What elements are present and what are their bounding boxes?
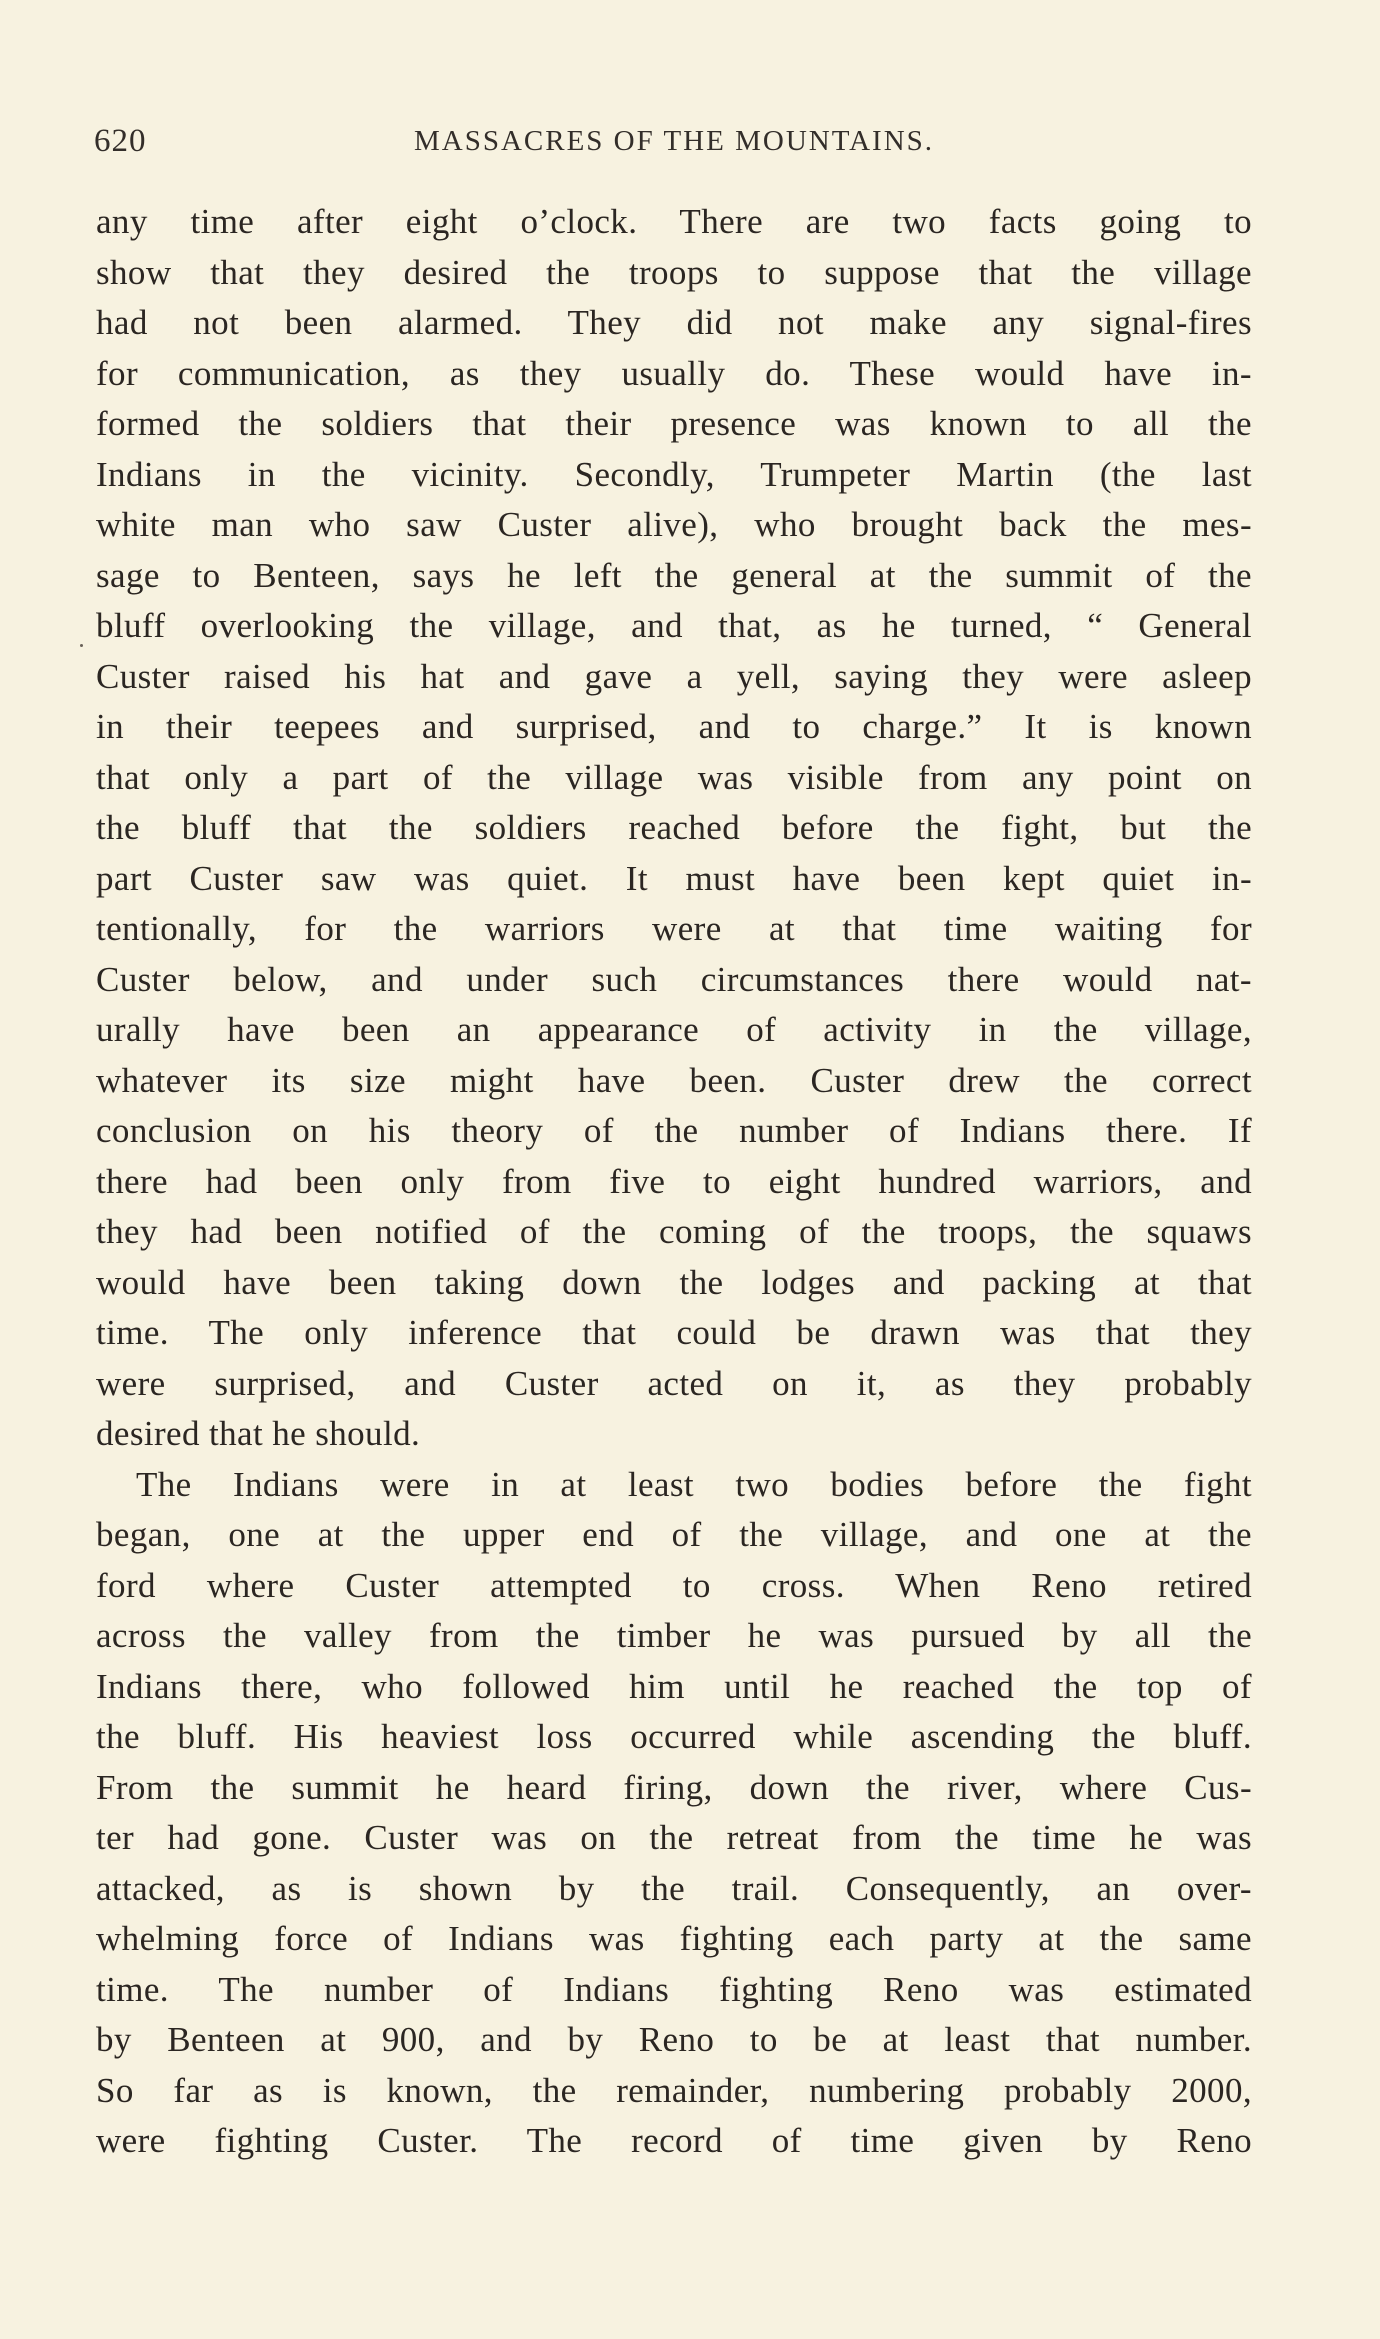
body-text	[96, 197, 1252, 2167]
text-line: there had been only from five to eight hundred warriors, and	[96, 1161, 1252, 1201]
text-line: urally have been an appearance of activity in the village,	[96, 1010, 1252, 1049]
text-line: ter had gone. Custer was on the retreat from the time he was	[96, 1818, 1252, 1857]
text-line: in their teepees and surprised, and to charge.” It is known	[96, 707, 1252, 746]
text-line: bluff overlooking the village, and that, as he turned, “ General	[96, 606, 1252, 645]
text-line: were fighting Custer. The record of time given by Reno	[96, 2121, 1252, 2160]
text-line: whelming force of Indians was fighting each party at the same	[96, 1919, 1252, 1958]
text-line: attacked, as is shown by the trail. Consequently, an over-	[96, 1868, 1252, 1908]
text-line: Custer below, and under such circumstances there would nat-	[96, 959, 1252, 999]
text-line: any time after eight o’clock. There are two facts going to	[96, 202, 1252, 241]
text-line: Indians there, who followed him until he reached the top of	[96, 1666, 1252, 1706]
text-line: So far as is known, the remainder, numbering probably 2000,	[96, 2070, 1252, 2110]
text-line: part Custer saw was quiet. It must have been kept quiet in-	[96, 858, 1252, 898]
text-line: that only a part of the village was visible from any point on	[96, 757, 1252, 797]
text-line: time. The only inference that could be drawn was that they	[96, 1313, 1252, 1352]
text-line: for communication, as they usually do. These would have in-	[96, 353, 1252, 393]
page-header	[94, 123, 1254, 167]
text-line: had not been alarmed. They did not make any signal-fires	[96, 303, 1252, 342]
text-line: the bluff. His heaviest loss occurred while ascending the bluff.	[96, 1717, 1252, 1756]
text-line: whatever its size might have been. Custer drew the correct	[96, 1060, 1252, 1100]
text-line: across the valley from the timber he was pursued by all the	[96, 1616, 1252, 1655]
text-line: ford where Custer attempted to cross. When Reno retired	[96, 1565, 1252, 1605]
page-number: 620	[94, 123, 147, 159]
text-line: would have been taking down the lodges and packing at that	[96, 1262, 1252, 1302]
text-line: Indians in the vicinity. Secondly, Trumpeter Martin (the last	[96, 454, 1252, 494]
text-line: the bluff that the soldiers reached before the fight, but the	[96, 808, 1252, 847]
text-line: show that they desired the troops to suppose that the village	[96, 252, 1252, 292]
text-line: Custer raised his hat and gave a yell, saying they were asleep	[96, 656, 1252, 696]
running-title: MASSACRES OF THE MOUNTAINS.	[413, 125, 935, 157]
text-line: were surprised, and Custer acted on it, as they probably	[96, 1363, 1252, 1403]
text-line: formed the soldiers that their presence was known to all the	[96, 404, 1252, 443]
text-line: From the summit he heard firing, down the river, where Cus-	[96, 1767, 1252, 1807]
text-line-paragraph-end: desired that he should.	[96, 1414, 421, 1453]
text-line: tentionally, for the warriors were at that time waiting for	[96, 909, 1252, 948]
margin-mark	[80, 644, 83, 647]
text-line: by Benteen at 900, and by Reno to be at least that number.	[96, 2020, 1252, 2059]
text-line: time. The number of Indians fighting Reno was estimated	[96, 1969, 1252, 2009]
text-line: white man who saw Custer alive), who brought back the mes-	[96, 505, 1252, 544]
text-line-paragraph-start: The Indians were in at least two bodies before the fight	[136, 1464, 1252, 1504]
text-line: sage to Benteen, says he left the general at the summit of the	[96, 555, 1252, 595]
text-line: began, one at the upper end of the village, and one at the	[96, 1515, 1252, 1554]
text-line: conclusion on his theory of the number of Indians there. If	[96, 1111, 1252, 1150]
text-line: they had been notified of the coming of the troops, the squaws	[96, 1212, 1252, 1251]
